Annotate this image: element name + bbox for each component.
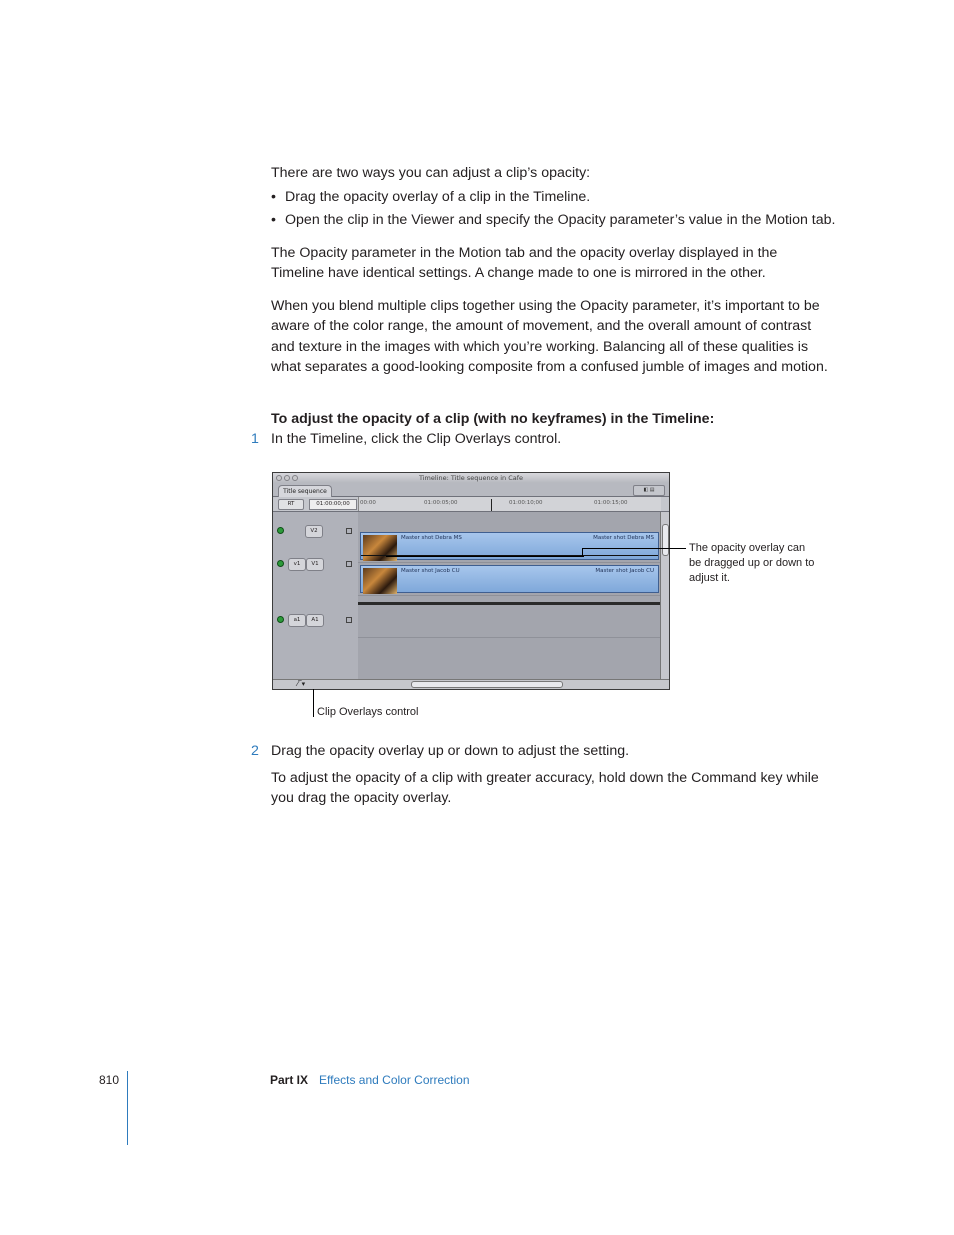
timeline-screenshot [272, 472, 670, 690]
clip-thumbnail [363, 535, 397, 561]
dest-patch-a1[interactable]: A1 [306, 614, 324, 627]
bullet-text: Drag the opacity overlay of a clip in the Timeline. [285, 189, 591, 205]
leader-line [386, 556, 584, 557]
intro-text: There are two ways you can adjust a clip’s opacity: [271, 165, 591, 181]
clip-thumbnail [363, 568, 397, 594]
clip-name: Master shot Debra MS [593, 535, 654, 541]
speaker-icon[interactable] [277, 616, 284, 623]
track-lock-icon[interactable] [346, 617, 352, 623]
vertical-scrollbar[interactable] [660, 512, 669, 680]
window-title: Timeline: Title sequence in Cafe [418, 474, 524, 482]
bullet-text: Open the clip in the Viewer and specify the Opacity parameter’s value in the Motion tab. [285, 212, 836, 228]
clip-name: Master shot Jacob CU [595, 568, 654, 574]
ruler-label: 01:00:05;00 [424, 500, 458, 506]
time-ruler[interactable] [358, 497, 661, 511]
step-text: In the Timeline, click the Clip Overlays control. [271, 431, 562, 447]
zoom-slider[interactable] [411, 681, 563, 688]
scroll-thumb[interactable] [662, 524, 669, 556]
track-a1 [358, 605, 661, 638]
track-visibility-icon[interactable] [277, 527, 284, 534]
ruler-label: 01:00:10;00 [509, 500, 543, 506]
track-v2 [358, 530, 661, 563]
track-lock-icon[interactable] [346, 528, 352, 534]
clip-name: Master shot Jacob CU [401, 568, 460, 574]
section-link[interactable]: Effects and Color Correction [319, 1073, 470, 1087]
dest-patch-v2[interactable]: V2 [305, 525, 323, 538]
paragraph-opacity-parameter: The Opacity parameter in the Motion tab and the opacity overlay displayed in the Timeline have identical settings. A change made to one is mirrored in the other. [271, 245, 778, 282]
leader-line [582, 548, 686, 549]
step-note: To adjust the opacity of a clip with greater accuracy, hold down the Command key while you drag the opacity overlay. [271, 770, 819, 807]
ruler-label: 01:00:15;00 [594, 500, 628, 506]
dest-patch-v1[interactable]: V1 [306, 558, 324, 571]
track-headers [273, 512, 359, 680]
callout-clip-overlays: Clip Overlays control [317, 706, 419, 718]
bottom-bar [273, 679, 669, 689]
step-text: Drag the opacity overlay up or down to adjust the setting. [271, 743, 630, 759]
leader-line [582, 548, 583, 556]
ruler-label: 00:00 [360, 500, 376, 506]
view-buttons-icon[interactable]: ◧ ▤ [633, 485, 665, 496]
track-visibility-icon[interactable] [277, 560, 284, 567]
rt-menu[interactable]: RT [278, 499, 304, 510]
page-number: 810 [99, 1073, 120, 1087]
clip-overlays-icon[interactable]: ⁄‾▾ [297, 680, 306, 688]
callout-opacity-overlay: The opacity overlay can be dragged up or down to adjust it. [689, 542, 815, 584]
track-area [358, 512, 661, 680]
part-label: Part IX [270, 1073, 309, 1087]
task-heading: To adjust the opacity of a clip (with no keyframes) in the Timeline: [271, 411, 715, 427]
track-v1 [358, 563, 661, 596]
step-number: 2 [251, 743, 259, 759]
clip-jacob[interactable] [360, 565, 659, 593]
leader-line [313, 689, 314, 717]
source-patch-a1[interactable]: a1 [288, 614, 306, 627]
track-header-v2 [273, 516, 358, 548]
timecode-field[interactable]: 01:00:00;00 [309, 499, 357, 510]
paragraph-blending: When you blend multiple clips together using the Opacity parameter, it’s important to be aware of the color range, the amount of movement, and the overall amount of contrast and texture in the images with which you’re working. Balancing all of these qualities is what separates a good-looking composite from a confused jumble of images and motion. [271, 298, 828, 375]
playhead[interactable] [491, 499, 492, 511]
track-header-a1 [273, 605, 358, 637]
tab-title-sequence[interactable]: Title sequence [278, 485, 332, 497]
track-lock-icon[interactable] [346, 561, 352, 567]
source-patch-v1[interactable]: v1 [288, 558, 306, 571]
tab-bar [273, 483, 669, 497]
bullet-dot: • [271, 189, 276, 205]
track-header-v1 [273, 549, 358, 581]
bullet-dot: • [271, 212, 276, 228]
clip-name: Master shot Debra MS [401, 535, 462, 541]
step-number: 1 [251, 431, 259, 447]
footer-rule [127, 1071, 128, 1145]
